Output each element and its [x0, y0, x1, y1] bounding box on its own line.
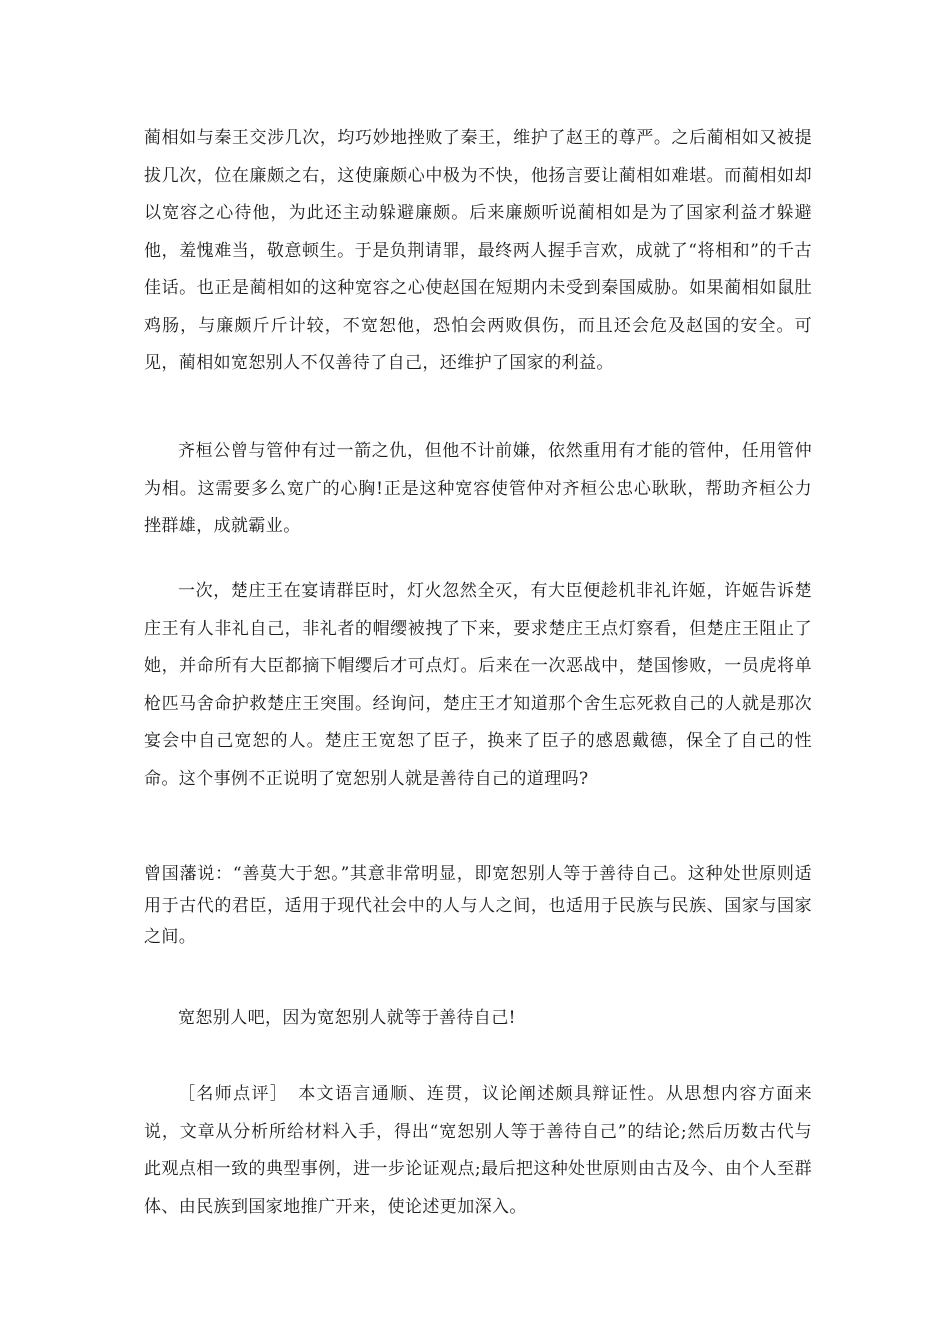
paragraph-teacher-comment: ［名师点评］ 本文语言通顺、连贯，议论阐述颇具辩证性。从思想内容方面来说，文章从分析所给材料入手，得出“宽恕别人等于善待自己”的结论;然后历数古代与此观点相一致的典型事例，进一步论证观点;最后把这种处世原则由古及今、由个人至群体、由民族到国家地推广开来，使论述更加深入。: [144, 1084, 812, 1217]
paragraph-conclusion: 宽恕别人吧，因为宽恕别人就等于善待自己!: [178, 1008, 516, 1028]
paragraph-lin-xiangru: 蔺相如与秦王交涉几次，均巧妙地挫败了秦王，维护了赵王的尊严。之后蔺相如又被提拔几次，位在廉颇之右，这使廉颇心中极为不快，他扬言要让蔺相如难堪。而蔺相如却以宽容之心待他，为此还主动躲避廉颇。后来廉颇听说蔺相如是为了国家利益才躲避他，羞愧难当，敬意顿生。于是负荆请罪，最终两人握手言欢，成就了“将相和”的千古佳话。也正是蔺相如的这种宽容之心使赵国在短期内未受到秦国威胁。如果蔺相如鼠肚鸡肠，与廉颇斤斤计较，不宽恕他，恐怕会两败俱伤，而且还会危及赵国的安全。可见，蔺相如宽恕别人不仅善待了自己，还维护了国家的利益。: [144, 128, 812, 373]
paragraph-zeng-guofan: 曾国藩说：“善莫大于恕。”其意非常明显，即宽恕别人等于善待自己。这种处世原则适用于古代的君臣，适用于现代社会中的人与人之间，也适用于民族与民族、国家与国家之间。: [144, 864, 812, 947]
paragraph-chu-zhuangwang: 一次，楚庄王在宴请群臣时，灯火忽然全灭，有大臣便趁机非礼许姬，许姬告诉楚庄王有人非礼自己，非礼者的帽缨被拽了下来，要求楚庄王点灯察看，但楚庄王阻止了她，并命所有大臣都摘下帽缨后才可点灯。后来在一次恶战中，楚国惨败，一员虎将单枪匹马舍命护救楚庄王突围。经询问，楚庄王才知道那个舍生忘死救自己的人就是那次宴会中自己宽恕的人。楚庄王宽恕了臣子，换来了臣子的感恩戴德，保全了自己的性命。这个事例不正说明了宽恕别人就是善待自己的道理吗?: [144, 581, 812, 789]
paragraph-qi-huangong: 齐桓公曾与管仲有过一箭之仇，但他不计前嫌，依然重用有才能的管仲，任用管仲为相。这需要多么宽广的心胸!正是这种宽容使管仲对齐桓公忠心耿耿，帮助齐桓公力挫群雄，成就霸业。: [144, 441, 812, 536]
